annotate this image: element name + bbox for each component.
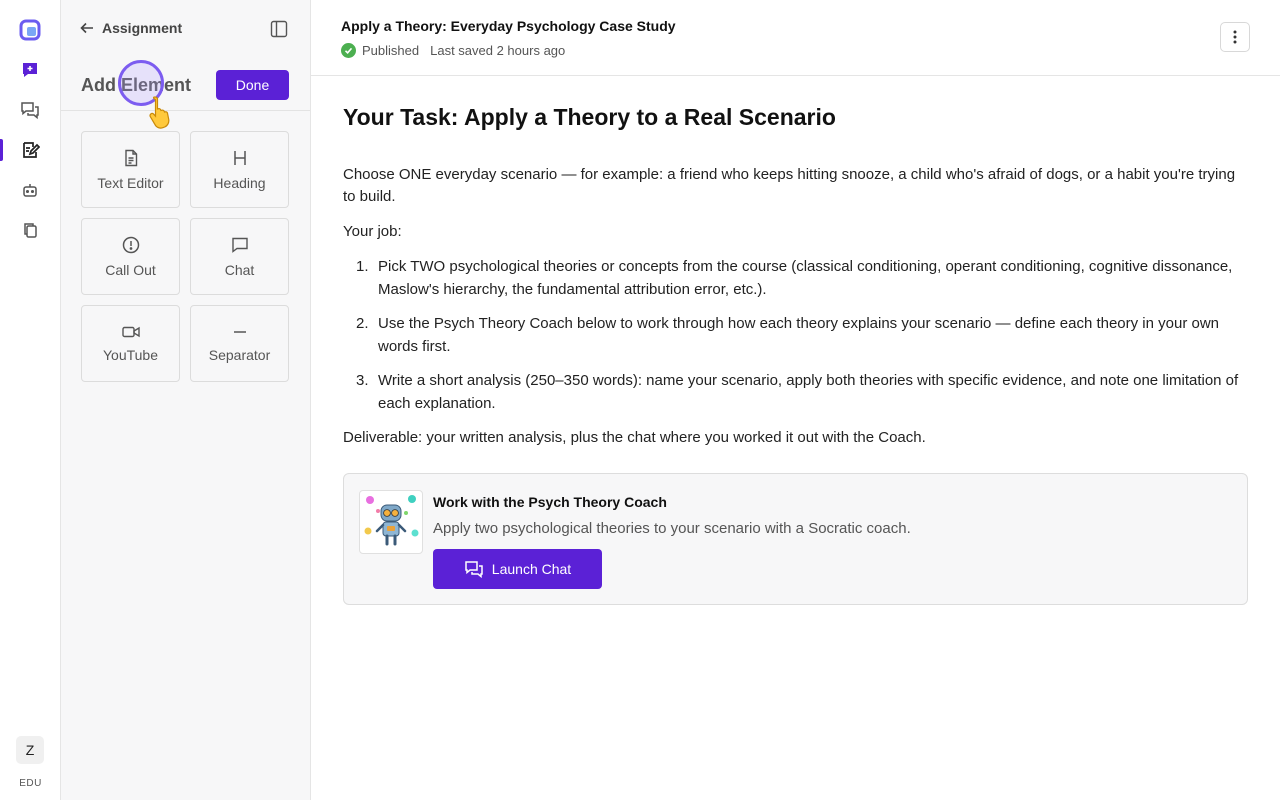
list-item [343, 312, 1248, 358]
sidebar-collapse-icon[interactable] [270, 20, 288, 43]
panel-header [61, 0, 310, 111]
publish-status [341, 43, 565, 58]
active-indicator [0, 139, 3, 161]
element-text-editor[interactable] [81, 131, 180, 208]
avatar[interactable]: Z [16, 736, 44, 764]
done-button[interactable]: Done [216, 70, 289, 100]
intro-paragraph: Choose ONE everyday scenario — for example: a friend who keeps hitting snooze, a child who's afraid of dogs, or a habit you're trying to build. [343, 166, 1236, 205]
copy-icon[interactable] [18, 218, 42, 242]
step-number: 3. [356, 372, 369, 389]
steps-list [343, 255, 1248, 415]
alert-circle-icon [122, 236, 140, 254]
back-button[interactable] [80, 20, 182, 36]
element-label: Heading [213, 174, 266, 191]
launch-chat-label: Launch Chat [491, 561, 572, 577]
doc-header [311, 0, 1280, 76]
step-text: Pick TWO psychological theories or concepts from the course (classical conditioning, operant conditioning, cognitive dissonance, Maslow's hierarchy, the fundamental attribution error, etc.). [378, 258, 1233, 298]
bot-icon[interactable] [18, 178, 42, 202]
logo-icon[interactable] [18, 18, 42, 42]
edu-label: EDU [19, 778, 42, 789]
step-number: 1. [356, 258, 369, 275]
task-heading: Your Task: Apply a Theory to a Real Scenario [343, 104, 836, 130]
status-text: Published [362, 43, 420, 58]
minus-icon [231, 325, 249, 339]
video-icon [122, 325, 140, 339]
chat-card [343, 473, 1248, 605]
element-chat[interactable] [190, 218, 289, 295]
deliverable-paragraph: Deliverable: your written analysis, plus the chat where you worked it out with the Coach. [343, 429, 926, 446]
more-vertical-icon [1233, 30, 1237, 44]
step-text: Write a short analysis (250–350 words): name your scenario, apply both theories with specific evidence, and note one limitation of each explanation. [378, 372, 1239, 412]
panel-title: Add Element [81, 75, 192, 95]
more-options-button[interactable] [1220, 22, 1250, 52]
step-text: Use the Psych Theory Coach below to work through how each theory explains your scenario — define each theory in your own words first. [378, 315, 1220, 355]
left-rail [0, 0, 61, 800]
arrow-left-icon [80, 21, 94, 35]
document-icon [122, 149, 140, 167]
chat-card-title: Work with the Psych Theory Coach [433, 494, 667, 510]
check-circle-icon [341, 43, 356, 58]
chat-bubble-icon [231, 236, 249, 254]
element-youtube[interactable] [81, 305, 180, 382]
assignment-edit-icon[interactable] [18, 138, 42, 162]
element-call-out[interactable] [81, 218, 180, 295]
element-grid [81, 131, 289, 382]
list-item [343, 255, 1248, 301]
add-element-panel [61, 0, 311, 800]
element-heading[interactable] [190, 131, 289, 208]
last-saved-text: Last saved 2 hours ago [430, 43, 566, 58]
coach-robot-avatar [359, 490, 423, 554]
element-label: Separator [208, 346, 271, 363]
assignment-content [343, 104, 1248, 605]
list-item [343, 369, 1248, 415]
launch-chat-button[interactable] [433, 549, 602, 589]
element-label: YouTube [102, 346, 158, 363]
chat-card-description: Apply two psychological theories to your scenario with a Socratic coach. [433, 520, 911, 537]
heading-icon [231, 149, 249, 167]
element-label: Chat [224, 261, 255, 278]
new-chat-icon[interactable] [18, 58, 42, 82]
back-label: Assignment [102, 20, 183, 36]
element-label: Text Editor [97, 174, 164, 191]
pointer-hand-icon [146, 94, 174, 130]
main-area [311, 0, 1280, 800]
element-label: Call Out [105, 261, 156, 278]
job-label: Your job: [343, 223, 402, 240]
element-separator[interactable] [190, 305, 289, 382]
document-title: Apply a Theory: Everyday Psychology Case Study [341, 18, 676, 34]
conversations-icon [464, 560, 484, 578]
conversations-icon[interactable] [18, 98, 42, 122]
step-number: 2. [356, 315, 369, 332]
